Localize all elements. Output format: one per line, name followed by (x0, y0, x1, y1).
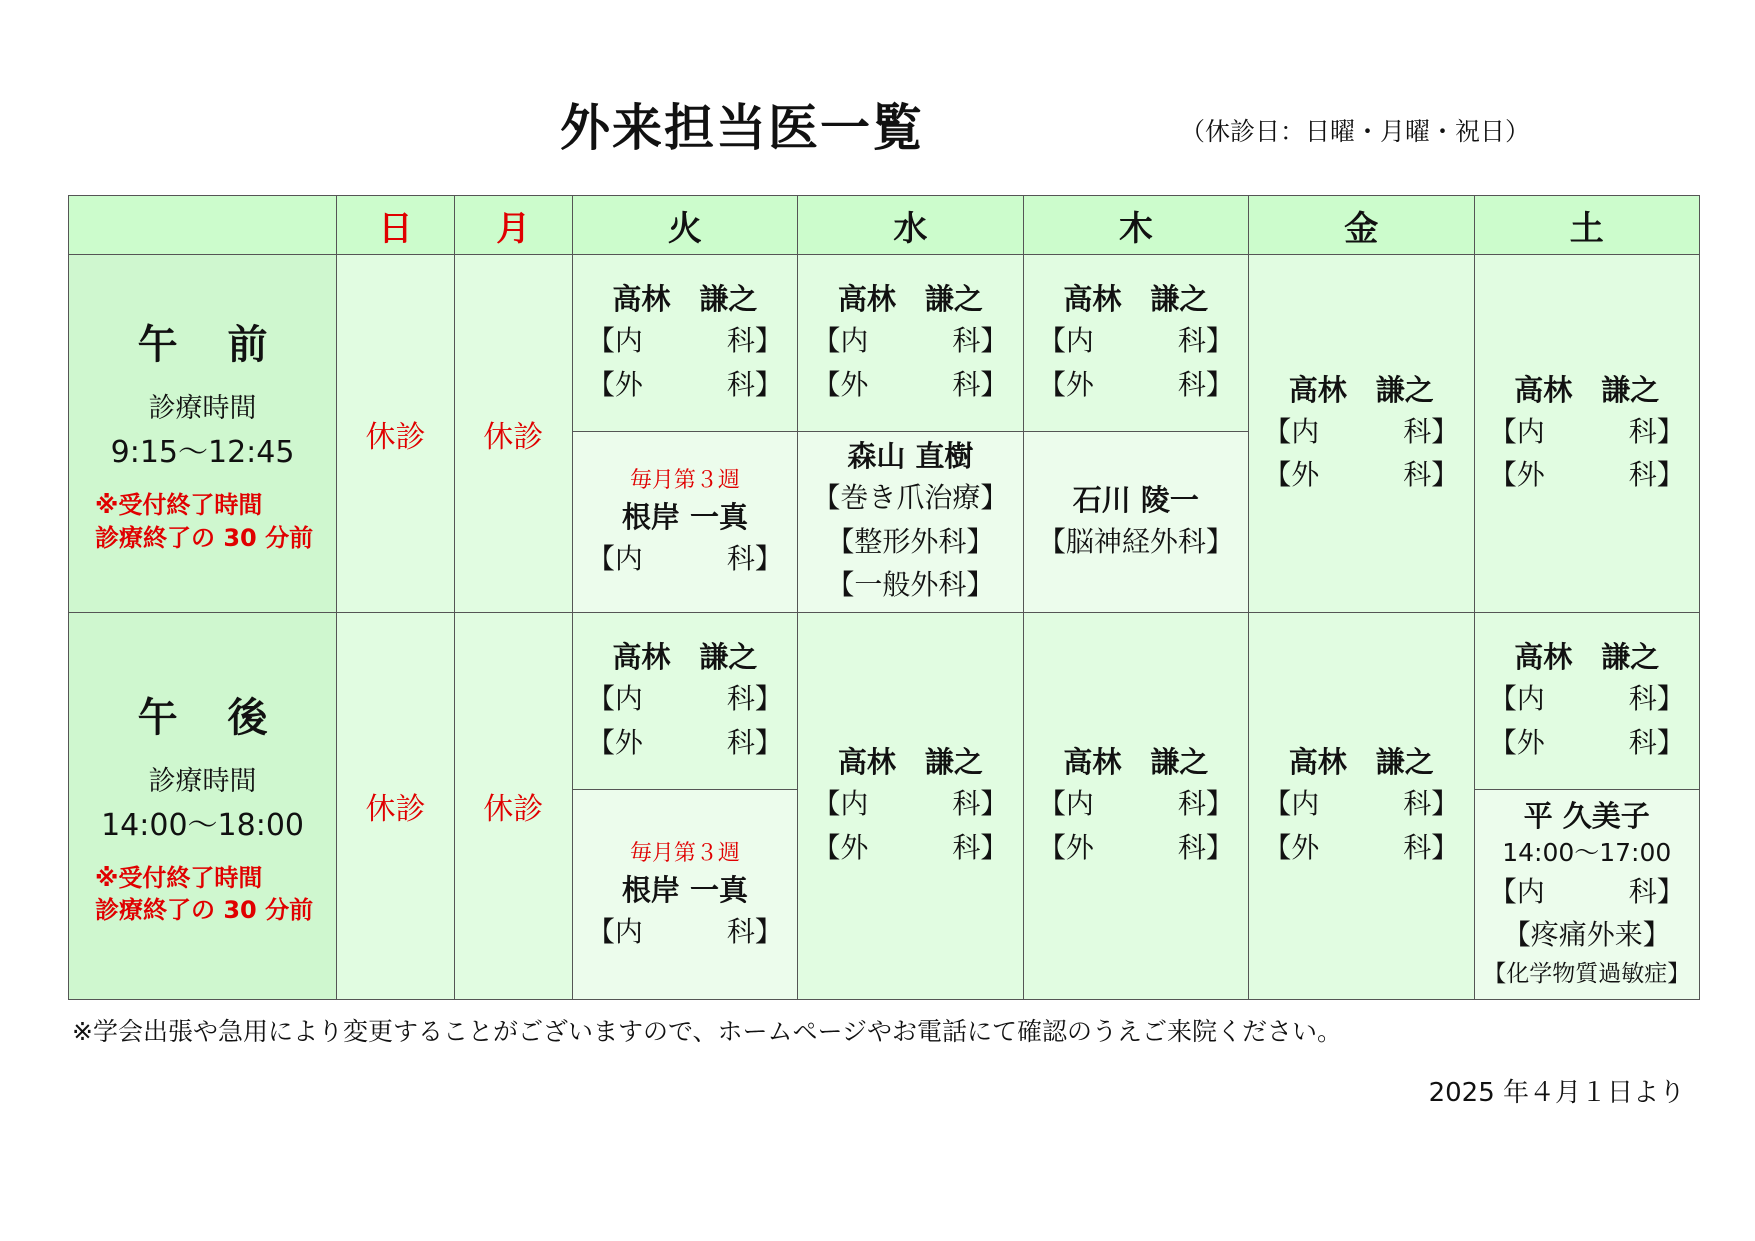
doctor-name: 森山 直樹 (847, 439, 974, 474)
dept-label: 【外 科】 (1488, 458, 1685, 492)
doctor-name: 高林 謙之 (837, 745, 983, 780)
dept-label: 【疼痛外来】 (1502, 918, 1671, 952)
morning-label-cell (69, 255, 337, 613)
afternoon-sun-closed: 休診 (337, 613, 455, 1000)
schedule-table (68, 195, 1700, 1000)
morning-fri (1249, 255, 1474, 613)
morning-note (69, 489, 336, 554)
effective-date: 2025 年４月１日より (1428, 1078, 1685, 1108)
dept-label: 【内 科】 (1037, 324, 1234, 358)
doctor-name: 石川 陵一 (1072, 482, 1199, 517)
afternoon-thu (1023, 613, 1248, 1000)
dept-label: 【整形外科】 (826, 524, 995, 558)
header-row (69, 196, 1700, 255)
dept-label: 【内 科】 (586, 915, 783, 949)
dept-label: 【外 科】 (1037, 367, 1234, 401)
afternoon-sat-a (1474, 613, 1699, 790)
morning-wed-b (798, 431, 1023, 612)
dept-label: 【外 科】 (586, 725, 783, 759)
doctor-name: 高林 謙之 (1288, 745, 1434, 780)
dept-label: 【内 科】 (586, 682, 783, 716)
closed-days-note: （休診日：日曜・月曜・祝日） (1180, 117, 1531, 146)
dept-label: 【外 科】 (1037, 830, 1234, 864)
morning-note-line2: 診療終了の 30 分前 (95, 523, 314, 552)
afternoon-tue-b (572, 790, 797, 1000)
morning-tue-a (572, 255, 797, 431)
dept-label: 【外 科】 (586, 367, 783, 401)
doctor-name: 高林 謙之 (1063, 745, 1209, 780)
afternoon-note-line1: ※受付終了時間 (95, 863, 263, 892)
morning-name: 午 前 (137, 322, 286, 369)
afternoon-name: 午 後 (137, 694, 286, 741)
afternoon-fri (1249, 613, 1474, 1000)
morning-mon-closed: 休診 (454, 255, 572, 613)
doctor-name: 高林 謙之 (1063, 282, 1209, 317)
doctor-name: 根岸 一真 (621, 873, 748, 908)
doctor-name: 高林 謙之 (837, 282, 983, 317)
morning-note-line1: ※受付終了時間 (95, 491, 263, 520)
header-sun: 日 (337, 196, 455, 255)
header-wed: 水 (798, 196, 1023, 255)
dept-label: 【外 科】 (1263, 458, 1460, 492)
dept-label: 【化学物質過敏症】 (1483, 960, 1691, 987)
afternoon-sat-b (1474, 790, 1699, 1000)
morning-hours: 9:15〜12:45 (110, 435, 295, 471)
weekly-note: 毎月第３週 (629, 840, 740, 866)
dept-label: 【内 科】 (1263, 414, 1460, 448)
dept-label: 【内 科】 (1488, 874, 1685, 908)
doctor-name: 平 久美子 (1523, 799, 1650, 834)
dept-label: 【内 科】 (812, 324, 1009, 358)
dept-label: 【外 科】 (1488, 725, 1685, 759)
morning-tue-b (572, 431, 797, 612)
morning-wed-a (798, 255, 1023, 431)
dept-label: 【外 科】 (1263, 830, 1460, 864)
afternoon-mon-closed: 休診 (454, 613, 572, 1000)
footnote: ※学会出張や急用により変更することがございますので、ホームページやお電話にて確認のうえご来院ください。 (72, 1017, 1342, 1046)
dept-label: 【脳神経外科】 (1037, 524, 1234, 558)
afternoon-row-a (69, 613, 1700, 790)
doctor-name: 高林 謙之 (612, 640, 758, 675)
afternoon-hours: 14:00〜18:00 (101, 807, 305, 843)
doctor-name: 高林 謙之 (1514, 640, 1660, 675)
weekly-note: 毎月第３週 (629, 468, 740, 494)
page-title: 外来担当医一覧 (560, 99, 924, 157)
morning-sat (1474, 255, 1699, 613)
doctor-name: 高林 謙之 (1288, 372, 1434, 407)
dept-label: 【一般外科】 (826, 568, 995, 602)
morning-thu-a (1023, 255, 1248, 431)
morning-row-a (69, 255, 1700, 431)
afternoon-label-cell (69, 613, 337, 1000)
dept-label: 【内 科】 (586, 542, 783, 576)
afternoon-wed (798, 613, 1023, 1000)
morning-sun-closed: 休診 (337, 255, 455, 613)
header-sat: 土 (1474, 196, 1699, 255)
doctor-name: 根岸 一真 (621, 500, 748, 535)
doctor-name: 高林 謙之 (612, 282, 758, 317)
doctor-hours: 14:00〜17:00 (1502, 838, 1672, 868)
dept-label: 【内 科】 (586, 324, 783, 358)
afternoon-note-line2: 診療終了の 30 分前 (95, 896, 314, 925)
doctor-name: 高林 謙之 (1514, 372, 1660, 407)
header-corner (69, 196, 337, 255)
dept-label: 【内 科】 (1037, 787, 1234, 821)
dept-label: 【外 科】 (812, 367, 1009, 401)
header-fri: 金 (1249, 196, 1474, 255)
afternoon-hours-label: 診療時間 (148, 765, 257, 797)
afternoon-note (69, 862, 336, 927)
header-thu: 木 (1023, 196, 1248, 255)
dept-label: 【内 科】 (1488, 414, 1685, 448)
header-tue: 火 (572, 196, 797, 255)
header-mon: 月 (454, 196, 572, 255)
dept-label: 【外 科】 (812, 830, 1009, 864)
dept-label: 【内 科】 (1263, 787, 1460, 821)
dept-label: 【内 科】 (812, 787, 1009, 821)
dept-label: 【巻き爪治療】 (812, 481, 1009, 515)
dept-label: 【内 科】 (1488, 682, 1685, 716)
afternoon-tue-a (572, 613, 797, 790)
morning-thu-b (1023, 431, 1248, 612)
morning-hours-label: 診療時間 (148, 393, 257, 425)
